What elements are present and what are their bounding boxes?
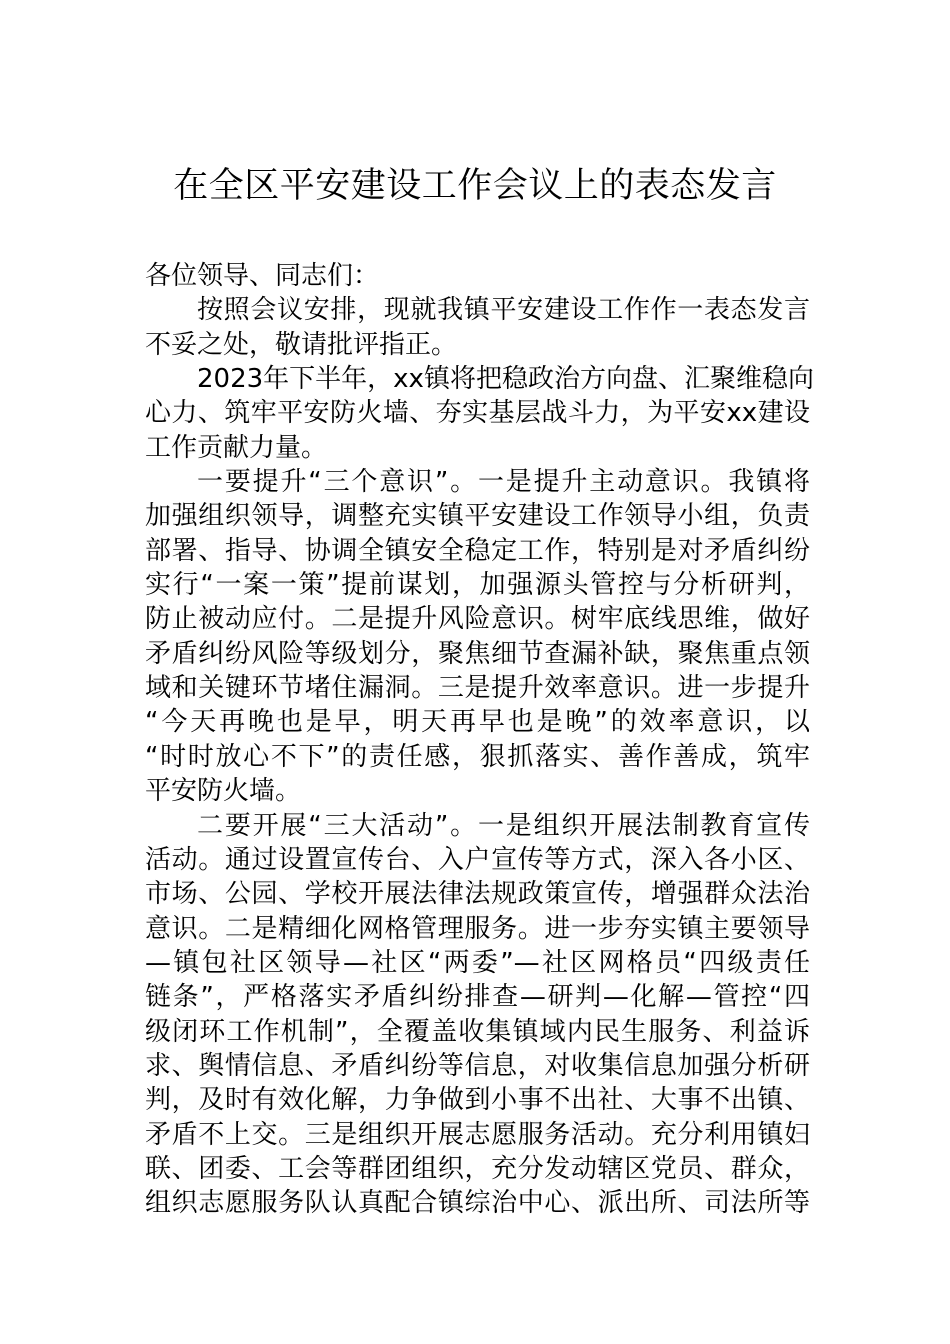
body-line: 工作贡献力量。 xyxy=(145,432,328,463)
body-line: 平安防火墙。 xyxy=(145,776,302,807)
body-line: 部署、指导、协调全镇安全稳定工作，特别是对矛盾纠纷 xyxy=(145,535,810,566)
body-line: —镇包社区领导—社区“两委”—社区网格员“四级责任 xyxy=(145,947,810,978)
body-line: 心力、筑牢平安防火墙、夯实基层战斗力，为平安xx建设 xyxy=(145,398,810,429)
salutation-line: 各位领导、同志们： xyxy=(145,261,380,291)
body-line: 2023年下半年，xx镇将把稳政治方向盘、汇聚维稳向 xyxy=(197,364,814,395)
body-line: 活动。通过设置宣传台、入户宣传等方式，深入各小区、 xyxy=(145,844,810,875)
body-line: 实行“一案一策”提前谋划，加强源头管控与分析研判， xyxy=(145,570,810,601)
document-title: 在全区平安建设工作会议上的表态发言 xyxy=(173,166,777,206)
body-line: 矛盾不上交。三是组织开展志愿服务活动。充分利用镇妇 xyxy=(145,1119,810,1150)
body-line: 防止被动应付。二是提升风险意识。树牢底线思维，做好 xyxy=(145,604,810,635)
body-line: “时时放心不下”的责任感，狠抓落实、善作善成，筑牢 xyxy=(145,741,810,772)
body-line: 域和关键环节堵住漏洞。三是提升效率意识。进一步提升 xyxy=(145,673,810,704)
body-line: 二要开展“三大活动”。一是组织开展法制教育宣传 xyxy=(197,810,810,841)
body-line: 矛盾纠纷风险等级划分，聚焦细节查漏补缺，聚焦重点领 xyxy=(145,638,810,669)
body-line: “今天再晚也是早，明天再早也是晚”的效率意识，以 xyxy=(145,707,810,738)
body-line: 链条”，严格落实矛盾纠纷排查—研判—化解—管控“四 xyxy=(145,982,810,1013)
body-line: 组织志愿服务队认真配合镇综治中心、派出所、司法所等 xyxy=(145,1188,810,1219)
body-line: 按照会议安排，现就我镇平安建设工作作一表态发言 xyxy=(197,295,810,326)
body-line: 联、团委、工会等群团组织，充分发动辖区党员、群众， xyxy=(145,1153,810,1184)
body-line: 加强组织领导，调整充实镇平安建设工作领导小组，负责 xyxy=(145,501,810,532)
body-line: 级闭环工作机制”，全覆盖收集镇域内民生服务、利益诉 xyxy=(145,1016,810,1047)
body-line: 一要提升“三个意识”。一是提升主动意识。我镇将 xyxy=(197,467,810,498)
body-line: 判，及时有效化解，力争做到小事不出社、大事不出镇、 xyxy=(145,1085,810,1116)
body-line: 意识。二是精细化网格管理服务。进一步夯实镇主要领导 xyxy=(145,913,810,944)
body-line: 不妥之处，敬请批评指正。 xyxy=(145,329,458,360)
body-line: 市场、公园、学校开展法律法规政策宣传，增强群众法治 xyxy=(145,879,810,910)
document-body xyxy=(145,259,814,1221)
body-line: 求、舆情信息、矛盾纠纷等信息，对收集信息加强分析研 xyxy=(145,1050,810,1081)
